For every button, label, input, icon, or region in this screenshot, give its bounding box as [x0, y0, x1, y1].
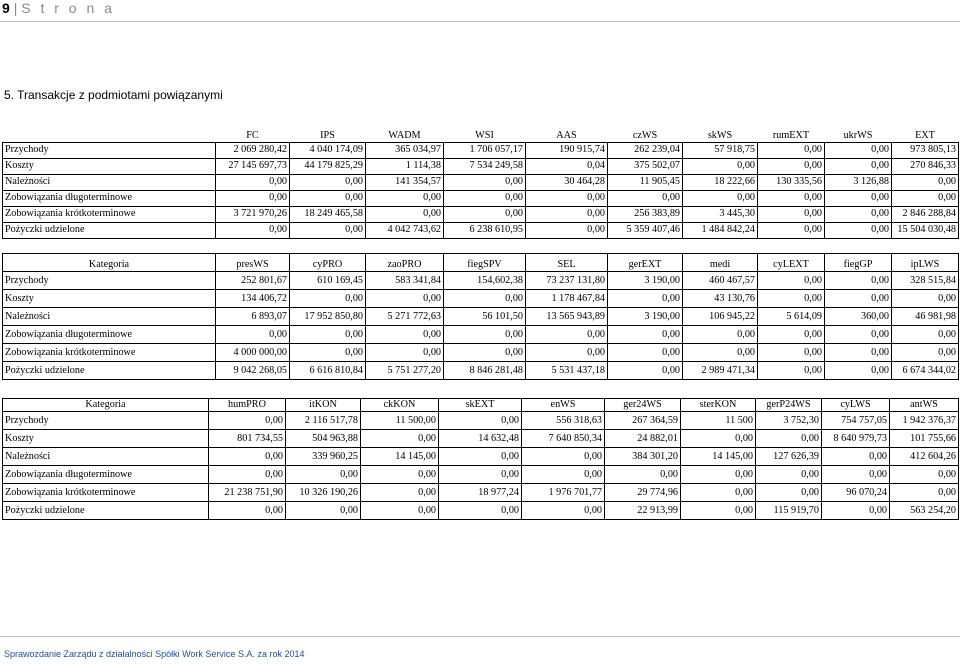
value-cell: 1 178 467,84 [526, 290, 608, 308]
value-cell: 5 359 407,46 [608, 222, 683, 238]
value-cell: 0,00 [444, 190, 526, 206]
value-cell: 0,00 [825, 344, 892, 362]
header-entity: humPRO [209, 399, 286, 412]
value-cell: 1 484 842,24 [683, 222, 758, 238]
value-cell: 57 918,75 [683, 142, 758, 158]
value-cell: 0,00 [758, 190, 825, 206]
value-cell: 504 963,88 [286, 430, 361, 448]
value-cell: 2 116 517,78 [286, 412, 361, 430]
value-cell: 141 354,57 [366, 174, 444, 190]
value-cell: 0,00 [444, 326, 526, 344]
row-label: Zobowiązania długoterminowe [3, 190, 216, 206]
table-row [3, 142, 959, 158]
table-row [3, 344, 959, 362]
row-label: Przychody [3, 142, 216, 158]
value-cell: 13 565 943,89 [526, 308, 608, 326]
value-cell: 18 249 465,58 [290, 206, 366, 222]
header-entity: fiegGP [825, 254, 892, 272]
value-cell: 0,00 [444, 174, 526, 190]
value-cell: 1 976 701,77 [522, 484, 605, 502]
value-cell: 1 114,38 [366, 158, 444, 174]
row-label: Zobowiązania długoterminowe [3, 326, 216, 344]
table-row [3, 174, 959, 190]
value-cell: 22 913,99 [605, 502, 681, 520]
value-cell: 384 301,20 [605, 448, 681, 466]
value-cell: 0,00 [825, 206, 892, 222]
page-word: S t r o n a [21, 0, 115, 16]
page-number-value: 9 [2, 0, 10, 16]
value-cell: 17 952 850,80 [290, 308, 366, 326]
row-label: Koszty [3, 430, 209, 448]
value-cell: 0,00 [526, 326, 608, 344]
header-category: Kategoria [3, 399, 209, 412]
value-cell: 18 977,24 [439, 484, 522, 502]
value-cell: 0,00 [608, 362, 683, 380]
value-cell: 7 640 850,34 [522, 430, 605, 448]
value-cell: 0,00 [825, 190, 892, 206]
value-cell: 0,00 [290, 174, 366, 190]
value-cell: 21 238 751,90 [209, 484, 286, 502]
value-cell: 0,00 [526, 344, 608, 362]
value-cell: 0,00 [758, 344, 825, 362]
value-cell: 190 915,74 [526, 142, 608, 158]
table-row [3, 502, 959, 520]
table-row [3, 272, 959, 290]
value-cell: 0,00 [758, 222, 825, 238]
header-entity: EXT [892, 128, 959, 142]
value-cell: 5 751 277,20 [366, 362, 444, 380]
header-entity: AAS [526, 128, 608, 142]
value-cell: 556 318,63 [522, 412, 605, 430]
value-cell: 339 960,25 [286, 448, 361, 466]
table-row [3, 430, 959, 448]
table-row [3, 190, 959, 206]
value-cell: 0,00 [439, 502, 522, 520]
value-cell: 0,00 [216, 174, 290, 190]
value-cell: 365 034,97 [366, 142, 444, 158]
value-cell: 8 846 281,48 [444, 362, 526, 380]
value-cell: 563 254,20 [890, 502, 959, 520]
value-cell: 5 614,09 [758, 308, 825, 326]
header-entity: gerEXT [608, 254, 683, 272]
header-entity: czWS [608, 128, 683, 142]
value-cell: 0,00 [444, 206, 526, 222]
value-cell: 0,00 [822, 466, 890, 484]
value-cell: 0,00 [758, 362, 825, 380]
value-cell: 115 919,70 [756, 502, 822, 520]
value-cell: 0,00 [361, 430, 439, 448]
table-row [3, 158, 959, 174]
value-cell: 10 326 190,26 [286, 484, 361, 502]
header-entity: ckKON [361, 399, 439, 412]
value-cell: 9 042 268,05 [216, 362, 290, 380]
value-cell: 56 101,50 [444, 308, 526, 326]
value-cell: 0,00 [756, 484, 822, 502]
row-label: Zobowiązania krótkoterminowe [3, 484, 209, 502]
value-cell: 0,00 [758, 142, 825, 158]
header-entity: skWS [683, 128, 758, 142]
header-entity: enWS [522, 399, 605, 412]
row-label: Należności [3, 448, 209, 466]
value-cell: 3 126,88 [825, 174, 892, 190]
value-cell: 0,00 [290, 344, 366, 362]
row-label: Koszty [3, 158, 216, 174]
value-cell: 14 145,00 [681, 448, 756, 466]
value-cell: 5 271 772,63 [366, 308, 444, 326]
value-cell: 0,00 [439, 448, 522, 466]
value-cell: 14 632,48 [439, 430, 522, 448]
value-cell: 460 467,57 [683, 272, 758, 290]
value-cell: 0,00 [366, 190, 444, 206]
value-cell: 0,00 [361, 466, 439, 484]
value-cell: 11 500 [681, 412, 756, 430]
header-entity: itKON [286, 399, 361, 412]
value-cell: 0,00 [290, 190, 366, 206]
header-category: Kategoria [3, 254, 216, 272]
value-cell: 0,00 [608, 290, 683, 308]
value-cell: 127 626,39 [756, 448, 822, 466]
footer-divider [0, 636, 960, 637]
value-cell: 2 989 471,34 [683, 362, 758, 380]
value-cell: 0,00 [366, 344, 444, 362]
value-cell: 154,602,38 [444, 272, 526, 290]
value-cell: 0,00 [683, 190, 758, 206]
header-entity: WSI [444, 128, 526, 142]
value-cell: 0,00 [444, 344, 526, 362]
value-cell: 0,00 [892, 174, 959, 190]
value-cell: 583 341,84 [366, 272, 444, 290]
value-cell: 4 000 000,00 [216, 344, 290, 362]
value-cell: 0,00 [209, 466, 286, 484]
value-cell: 0,00 [290, 222, 366, 238]
value-cell: 0,00 [608, 190, 683, 206]
value-cell: 0,00 [216, 222, 290, 238]
value-cell: 0,00 [526, 190, 608, 206]
transactions-table-1 [2, 128, 959, 239]
row-label: Pożyczki udzielone [3, 362, 216, 380]
value-cell: 0,00 [439, 466, 522, 484]
value-cell: 0,00 [209, 412, 286, 430]
value-cell: 0,00 [681, 484, 756, 502]
value-cell: 0,00 [758, 158, 825, 174]
value-cell: 0,00 [444, 290, 526, 308]
section-title: 5. Transakcje z podmiotami powiązanymi [4, 88, 223, 102]
table-row [3, 484, 959, 502]
value-cell: 0,00 [825, 142, 892, 158]
value-cell: 0,00 [822, 502, 890, 520]
value-cell: 0,00 [366, 290, 444, 308]
table-header-row [3, 399, 959, 412]
table-header-row [3, 128, 959, 142]
row-label: Koszty [3, 290, 216, 308]
value-cell: 73 237 131,80 [526, 272, 608, 290]
value-cell: 29 774,96 [605, 484, 681, 502]
value-cell: 0,00 [216, 326, 290, 344]
value-cell: 412 604,26 [890, 448, 959, 466]
value-cell: 6 616 810,84 [290, 362, 366, 380]
header-entity: medi [683, 254, 758, 272]
value-cell: 0,00 [758, 290, 825, 308]
value-cell: 4 042 743,62 [366, 222, 444, 238]
table-row [3, 326, 959, 344]
value-cell: 270 846,33 [892, 158, 959, 174]
header-entity: WADM [366, 128, 444, 142]
value-cell: 30 464,28 [526, 174, 608, 190]
value-cell: 101 755,66 [890, 430, 959, 448]
header-entity: zaoPRO [366, 254, 444, 272]
table-row [3, 466, 959, 484]
value-cell: 8 640 979,73 [822, 430, 890, 448]
transactions-table-3 [2, 398, 959, 520]
value-cell: 3 445,30 [683, 206, 758, 222]
value-cell: 801 734,55 [209, 430, 286, 448]
value-cell: 43 130,76 [683, 290, 758, 308]
value-cell: 267 364,59 [605, 412, 681, 430]
value-cell: 134 406,72 [216, 290, 290, 308]
value-cell: 610 169,45 [290, 272, 366, 290]
value-cell: 0,00 [439, 412, 522, 430]
value-cell: 0,00 [890, 484, 959, 502]
header-entity: cyLWS [822, 399, 890, 412]
value-cell: 0,00 [361, 502, 439, 520]
value-cell: 0,00 [209, 502, 286, 520]
header-entity: ipLWS [892, 254, 959, 272]
value-cell: 0,00 [216, 190, 290, 206]
value-cell: 0,00 [366, 206, 444, 222]
header-entity: skEXT [439, 399, 522, 412]
value-cell: 3 190,00 [608, 308, 683, 326]
value-cell: 0,00 [756, 430, 822, 448]
value-cell: 0,00 [683, 344, 758, 362]
row-label: Przychody [3, 412, 209, 430]
value-cell: 256 383,89 [608, 206, 683, 222]
header-entity: FC [216, 128, 290, 142]
value-cell: 106 945,22 [683, 308, 758, 326]
row-label: Zobowiązania krótkoterminowe [3, 206, 216, 222]
value-cell: 328 515,84 [892, 272, 959, 290]
value-cell: 252 801,67 [216, 272, 290, 290]
value-cell: 0,00 [526, 222, 608, 238]
value-cell: 7 534 249,58 [444, 158, 526, 174]
table-row [3, 290, 959, 308]
value-cell: 0,00 [522, 448, 605, 466]
value-cell: 14 145,00 [361, 448, 439, 466]
value-cell: 0,00 [522, 502, 605, 520]
header-entity: gerP24WS [756, 399, 822, 412]
header-entity: presWS [216, 254, 290, 272]
value-cell: 0,00 [522, 466, 605, 484]
value-cell: 15 504 030,48 [892, 222, 959, 238]
row-label: Pożyczki udzielone [3, 222, 216, 238]
header-entity: antWS [890, 399, 959, 412]
value-cell: 0,00 [825, 290, 892, 308]
header-entity: ger24WS [605, 399, 681, 412]
value-cell: 0,00 [681, 466, 756, 484]
value-cell: 0,00 [756, 466, 822, 484]
row-label: Pożyczki udzielone [3, 502, 209, 520]
value-cell: 2 846 288,84 [892, 206, 959, 222]
value-cell: 0,00 [286, 502, 361, 520]
value-cell: 24 882,01 [605, 430, 681, 448]
value-cell: 0,04 [526, 158, 608, 174]
header-entity: cyLEXT [758, 254, 825, 272]
value-cell: 3 752,30 [756, 412, 822, 430]
header-entity: cyPRO [290, 254, 366, 272]
header-entity: sterKON [681, 399, 756, 412]
value-cell: 0,00 [683, 158, 758, 174]
value-cell: 0,00 [608, 344, 683, 362]
value-cell: 0,00 [758, 326, 825, 344]
value-cell: 44 179 825,29 [290, 158, 366, 174]
value-cell: 0,00 [825, 158, 892, 174]
value-cell: 262 239,04 [608, 142, 683, 158]
value-cell: 0,00 [892, 290, 959, 308]
value-cell: 4 040 174,09 [290, 142, 366, 158]
value-cell: 0,00 [681, 430, 756, 448]
value-cell: 6 893,07 [216, 308, 290, 326]
header-entity: ukrWS [825, 128, 892, 142]
value-cell: 6 674 344,02 [892, 362, 959, 380]
table-row [3, 362, 959, 380]
footer-text: Sprawozdanie Zarządu z działalności Spółki Work Service S.A. za rok 2014 [4, 649, 305, 659]
row-label: Zobowiązania długoterminowe [3, 466, 209, 484]
value-cell: 96 070,24 [822, 484, 890, 502]
value-cell: 3 190,00 [608, 272, 683, 290]
value-cell: 0,00 [286, 466, 361, 484]
table-row [3, 412, 959, 430]
table-row [3, 206, 959, 222]
value-cell: 2 069 280,42 [216, 142, 290, 158]
value-cell: 0,00 [526, 206, 608, 222]
value-cell: 0,00 [892, 326, 959, 344]
value-cell: 0,00 [758, 272, 825, 290]
value-cell: 0,00 [825, 222, 892, 238]
value-cell: 27 145 697,73 [216, 158, 290, 174]
value-cell: 0,00 [608, 326, 683, 344]
value-cell: 46 981,98 [892, 308, 959, 326]
value-cell: 0,00 [290, 290, 366, 308]
value-cell: 0,00 [825, 362, 892, 380]
value-cell: 0,00 [290, 326, 366, 344]
value-cell: 0,00 [605, 466, 681, 484]
header-entity: fiegSPV [444, 254, 526, 272]
header-divider [0, 21, 960, 22]
value-cell: 5 531 437,18 [526, 362, 608, 380]
header-category [3, 128, 216, 142]
table-row [3, 308, 959, 326]
value-cell: 11 500,00 [361, 412, 439, 430]
value-cell: 18 222,66 [683, 174, 758, 190]
value-cell: 0,00 [683, 326, 758, 344]
value-cell: 360,00 [825, 308, 892, 326]
value-cell: 375 502,07 [608, 158, 683, 174]
header-entity: IPS [290, 128, 366, 142]
row-label: Przychody [3, 272, 216, 290]
row-label: Zobowiązania krótkoterminowe [3, 344, 216, 362]
page-number: 9 | S t r o n a [2, 0, 115, 16]
value-cell: 754 757,05 [822, 412, 890, 430]
header-entity: SEL [526, 254, 608, 272]
value-cell: 0,00 [681, 502, 756, 520]
value-cell: 0,00 [892, 344, 959, 362]
value-cell: 0,00 [822, 448, 890, 466]
transactions-table-2 [2, 253, 959, 380]
row-label: Należności [3, 308, 216, 326]
value-cell: 130 335,56 [758, 174, 825, 190]
value-cell: 0,00 [209, 448, 286, 466]
value-cell: 0,00 [825, 326, 892, 344]
value-cell: 1 706 057,17 [444, 142, 526, 158]
table-row [3, 448, 959, 466]
value-cell: 0,00 [361, 484, 439, 502]
value-cell: 0,00 [825, 272, 892, 290]
value-cell: 0,00 [892, 190, 959, 206]
value-cell: 3 721 970,26 [216, 206, 290, 222]
value-cell: 0,00 [890, 466, 959, 484]
header-entity: rumEXT [758, 128, 825, 142]
table-header-row [3, 254, 959, 272]
table-row [3, 222, 959, 238]
value-cell: 6 238 610,95 [444, 222, 526, 238]
value-cell: 0,00 [366, 326, 444, 344]
value-cell: 1 942 376,37 [890, 412, 959, 430]
row-label: Należności [3, 174, 216, 190]
value-cell: 973 805,13 [892, 142, 959, 158]
value-cell: 11 905,45 [608, 174, 683, 190]
value-cell: 0,00 [758, 206, 825, 222]
